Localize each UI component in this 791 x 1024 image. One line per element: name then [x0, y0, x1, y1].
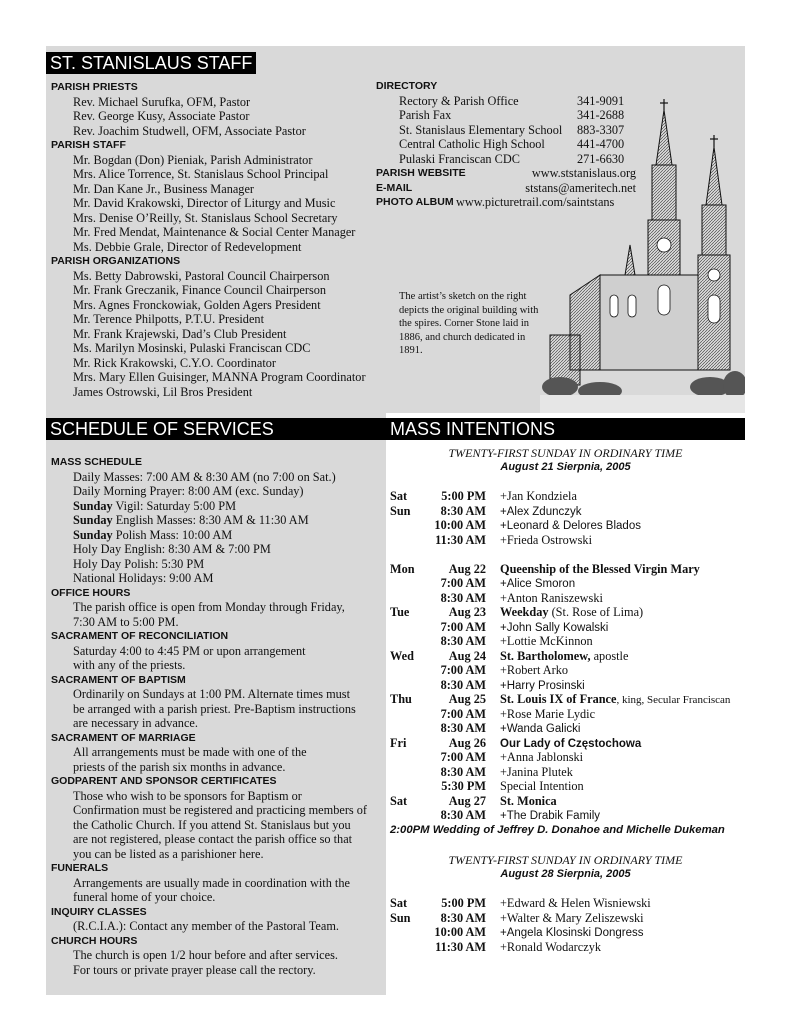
- staff-member: Mr. Rick Krakowski, C.Y.O. Coordinator: [73, 355, 277, 370]
- mass-intention: +Anna Jablonski: [500, 750, 584, 764]
- staff-member: Rev. Michael Surufka, OFM, Pastor: [73, 94, 251, 109]
- mass-intention: St. Monica: [500, 793, 557, 808]
- mass-day: Tue: [390, 605, 410, 619]
- schedule-list: [51, 455, 387, 977]
- schedule-line: Holy Day English: 8:30 AM & 7:00 PM: [73, 542, 271, 556]
- photo-label: PHOTO ALBUM: [376, 196, 454, 208]
- mass-intention: +Jan Kondziela: [500, 489, 577, 503]
- mass-intention: +Leonard & Delores Blados: [500, 520, 641, 532]
- staff-list: [51, 80, 386, 399]
- mass-day: Sat: [390, 896, 408, 910]
- schedule-line: Those who wish to be sponsors for Baptism or: [73, 788, 302, 803]
- directory-phone: 341-2688: [577, 108, 625, 122]
- mass-time: 10:00 AM: [434, 518, 486, 532]
- staff-section-title: PARISH ORGANIZATIONS: [51, 255, 181, 267]
- mass-intention: +Janina Plutek: [500, 764, 573, 779]
- mass-time: 7:00 AM: [440, 750, 486, 764]
- mass-time: 8:30 AM: [440, 808, 486, 822]
- schedule-line: with any of the priests.: [73, 658, 186, 672]
- website-label: PARISH WEBSITE: [376, 167, 466, 179]
- staff-member: Mr. David Krakowski, Director of Liturgy and Music: [73, 196, 336, 210]
- mass-time: 5:00 PM: [441, 896, 486, 910]
- email-link[interactable]: ststans@ameritech.net: [525, 180, 636, 195]
- staff-member: Ms. Debbie Grale, Director of Redevelopment: [73, 239, 302, 254]
- mass-time: 7:00 AM: [440, 619, 486, 634]
- schedule-section-title: GODPARENT AND SPONSOR CERTIFICATES: [51, 775, 277, 787]
- sketch-caption: The artist’s sketch on the right depicts the original building with the spires. Corner Stone laid in 1886, and church dedicated in 1891.: [399, 291, 539, 356]
- mass-day: Mon: [390, 561, 415, 576]
- schedule-line: the Catholic Church. If you attend St. Stanislaus but you: [73, 817, 351, 832]
- schedule-section-title: SACRAMENT OF BAPTISM: [51, 673, 186, 686]
- mass-intention: Queenship of the Blessed Virgin Mary: [500, 561, 700, 576]
- staff-member: Mrs. Agnes Fronckowiak, Golden Agers President: [73, 297, 321, 312]
- schedule-line: Sunday English Masses: 8:30 AM & 11:30 AM: [73, 513, 309, 527]
- mass-time: 8:30 AM: [440, 677, 486, 692]
- mass-time: 7:00 AM: [440, 576, 486, 590]
- directory-title: DIRECTORY: [376, 80, 438, 92]
- schedule-line: Arrangements are usually made in coordination with the: [73, 875, 350, 890]
- schedule-section-title: INQUIRY CLASSES: [51, 905, 147, 918]
- mass-intention: St. Louis IX of France, king, Secular Franciscan: [500, 692, 731, 706]
- week1-date: August 21 Sierpnia, 2005: [500, 461, 631, 473]
- directory-phone: 271-6630: [577, 151, 625, 166]
- mass-day: Thu: [390, 692, 412, 706]
- mass-time: Aug 26: [448, 735, 486, 750]
- schedule-line: Ordinarily on Sundays at 1:00 PM. Alternate times must: [73, 687, 350, 701]
- directory-name: Pulaski Franciscan CDC: [399, 151, 520, 166]
- mass-time: 5:30 PM: [441, 779, 486, 793]
- week2-date: August 28 Sierpnia, 2005: [500, 868, 631, 880]
- mass-time: 8:30 AM: [440, 503, 486, 518]
- staff-member: Mrs. Denise O’Reilly, St. Stanislaus School Secretary: [73, 210, 338, 225]
- week2-title: TWENTY-FIRST SUNDAY IN ORDINARY TIME: [448, 853, 683, 867]
- church-sketch-image: [540, 95, 745, 413]
- schedule-section-title: FUNERALS: [51, 862, 109, 874]
- mass-intention: +Angela Klosinski Dongress: [500, 927, 644, 939]
- schedule-line: are necessary in advance.: [73, 716, 198, 730]
- staff-member: Mrs. Alice Torrence, St. Stanislaus School Principal: [73, 167, 329, 181]
- schedule-section-title: SACRAMENT OF MARRIAGE: [51, 731, 196, 744]
- mass-intention: Our Lady of Częstochowa: [500, 737, 642, 750]
- mass-time: Aug 23: [448, 605, 486, 619]
- mass-time: 8:30 AM: [440, 764, 486, 779]
- mass-time: 11:30 AM: [435, 939, 486, 954]
- staff-member: Rev. Joachim Studwell, OFM, Associate Pastor: [73, 123, 306, 138]
- schedule-section-title: SACRAMENT OF RECONCILIATION: [51, 630, 229, 642]
- directory-name: Central Catholic High School: [399, 137, 545, 151]
- mass-time: 8:30 AM: [440, 634, 486, 648]
- mass-intention: Weekday (St. Rose of Lima): [500, 605, 644, 619]
- schedule-line: be arranged with a parish priest. Pre-Baptism instructions: [73, 701, 356, 716]
- mass-intention: St. Bartholomew, apostle: [500, 648, 629, 663]
- schedule-line: priests of the parish six months in advance.: [73, 759, 286, 774]
- mass-intention: +Ronald Wodarczyk: [500, 939, 601, 954]
- schedule-section-title: OFFICE HOURS: [51, 586, 131, 599]
- staff-section-title: PARISH PRIESTS: [51, 81, 138, 93]
- mass-time: Aug 22: [448, 561, 486, 576]
- directory-phone: 883-3307: [577, 122, 625, 137]
- schedule-line: All arrangements must be made with one of the: [73, 745, 307, 759]
- wedding-note: 2:00PM Wedding of Jeffrey D. Donahoe and Michelle Dukeman: [390, 824, 725, 836]
- email-label: E-MAIL: [376, 181, 413, 194]
- mass-day: Sat: [390, 489, 408, 503]
- mass-day: Sun: [390, 910, 411, 925]
- mass-time: 8:30 AM: [440, 590, 486, 605]
- mass-time: 8:30 AM: [440, 910, 486, 925]
- schedule-line: For tours or private prayer please call the rectory.: [73, 962, 316, 977]
- staff-member: Mr. Dan Kane Jr., Business Manager: [73, 181, 255, 196]
- directory-name: St. Stanislaus Elementary School: [399, 122, 563, 137]
- photo-link[interactable]: www.picturetrail.com/saintstans: [456, 195, 615, 209]
- mass-intention: +Anton Raniszewski: [500, 590, 603, 605]
- directory-name: Parish Fax: [399, 108, 452, 122]
- mass-intention: +Rose Marie Lydic: [500, 706, 596, 721]
- schedule-line: are not registered, please contact the parish office so that: [73, 832, 353, 846]
- mass-intention: +The Drabik Family: [500, 810, 601, 822]
- schedule-line: 7:30 AM to 5:00 PM.: [73, 614, 179, 629]
- mass-intention: +John Sally Kowalski: [500, 621, 609, 634]
- schedule-line: Saturday 4:00 to 4:45 PM or upon arrangement: [73, 643, 306, 658]
- staff-member: Mr. Frank Krajewski, Dad’s Club President: [73, 326, 287, 341]
- mass-day: Fri: [390, 735, 407, 750]
- mass-intentions-header: MASS INTENTIONS: [386, 418, 745, 440]
- staff-member: Mr. Bogdan (Don) Pieniak, Parish Administrator: [73, 152, 313, 167]
- mass-time: 7:00 AM: [440, 706, 486, 721]
- mass-intention: +Walter & Mary Zeliszewski: [500, 910, 644, 925]
- mass-intention: Special Intention: [500, 779, 584, 793]
- schedule-section-title: CHURCH HOURS: [51, 934, 138, 947]
- schedule-line: Daily Masses: 7:00 AM & 8:30 AM (no 7:00 on Sat.): [73, 469, 336, 484]
- mass-time: 5:00 PM: [441, 489, 486, 503]
- staff-member: Mr. Fred Mendat, Maintenance & Social Center Manager: [73, 225, 356, 239]
- mass-day: Sat: [390, 793, 408, 808]
- schedule-line: Sunday Polish Mass: 10:00 AM: [73, 527, 233, 542]
- mass-time: 7:00 AM: [440, 663, 486, 677]
- mass-time: 11:30 AM: [435, 532, 486, 547]
- schedule-line: The church is open 1/2 hour before and after services.: [73, 948, 338, 962]
- schedule-line: Daily Morning Prayer: 8:00 AM (exc. Sunday): [73, 484, 304, 498]
- schedule-line: (R.C.I.A.): Contact any member of the Pastoral Team.: [73, 919, 339, 933]
- staff-member: Mr. Frank Greczanik, Finance Council Chairperson: [73, 283, 327, 297]
- staff-section-title: PARISH STAFF: [51, 139, 126, 151]
- schedule-line: you can be listed as a parishioner here.: [73, 846, 264, 861]
- schedule-section-title: MASS SCHEDULE: [51, 456, 143, 468]
- staff-member: Mrs. Mary Ellen Guisinger, MANNA Program Coordinator: [73, 370, 366, 384]
- week1-title: TWENTY-FIRST SUNDAY IN ORDINARY TIME: [448, 446, 683, 460]
- mass-intention: +Robert Arko: [500, 663, 569, 677]
- website-link[interactable]: www.ststanislaus.org: [531, 166, 636, 180]
- staff-header: ST. STANISLAUS STAFF: [46, 52, 256, 74]
- directory-phone: 441-4700: [577, 137, 625, 151]
- staff-member: James Ostrowski, Lil Bros President: [73, 384, 253, 399]
- mass-intention: +Alex Zdunczyk: [500, 505, 582, 518]
- mass-time: Aug 25: [448, 692, 486, 706]
- staff-member: Rev. George Kusy, Associate Pastor: [73, 109, 250, 123]
- staff-member: Mr. Terence Philpotts, P.T.U. President: [73, 312, 264, 326]
- schedule-line: The parish office is open from Monday through Friday,: [73, 600, 345, 614]
- mass-time: 10:00 AM: [434, 925, 486, 939]
- directory-name: Rectory & Parish Office: [399, 93, 519, 108]
- mass-time: 8:30 AM: [440, 721, 486, 735]
- mass-intention: +Wanda Galicki: [500, 723, 581, 735]
- directory-phone: 341-9091: [577, 93, 625, 108]
- schedule-header: SCHEDULE OF SERVICES: [46, 418, 386, 440]
- mass-day: Sun: [390, 503, 411, 518]
- schedule-line: National Holidays: 9:00 AM: [73, 571, 214, 585]
- mass-time: Aug 27: [448, 793, 486, 808]
- mass-day: Wed: [390, 648, 414, 663]
- schedule-line: Confirmation must be registered and practicing members of: [73, 803, 368, 817]
- schedule-line: funeral home of your choice.: [73, 890, 216, 904]
- schedule-line: Holy Day Polish: 5:30 PM: [73, 556, 205, 571]
- staff-member: Ms. Marilyn Mosinski, Pulaski Franciscan CDC: [73, 341, 311, 355]
- mass-intention: +Alice Smoron: [500, 578, 576, 590]
- mass-intention: +Harry Prosinski: [500, 679, 585, 692]
- schedule-line: Sunday Vigil: Saturday 5:00 PM: [73, 498, 237, 513]
- mass-intention: +Frieda Ostrowski: [500, 532, 592, 547]
- staff-member: Ms. Betty Dabrowski, Pastoral Council Chairperson: [73, 268, 330, 283]
- mass-intention: +Edward & Helen Wisniewski: [500, 896, 651, 910]
- mass-intention: +Lottie McKinnon: [500, 634, 593, 648]
- mass-time: Aug 24: [448, 648, 486, 663]
